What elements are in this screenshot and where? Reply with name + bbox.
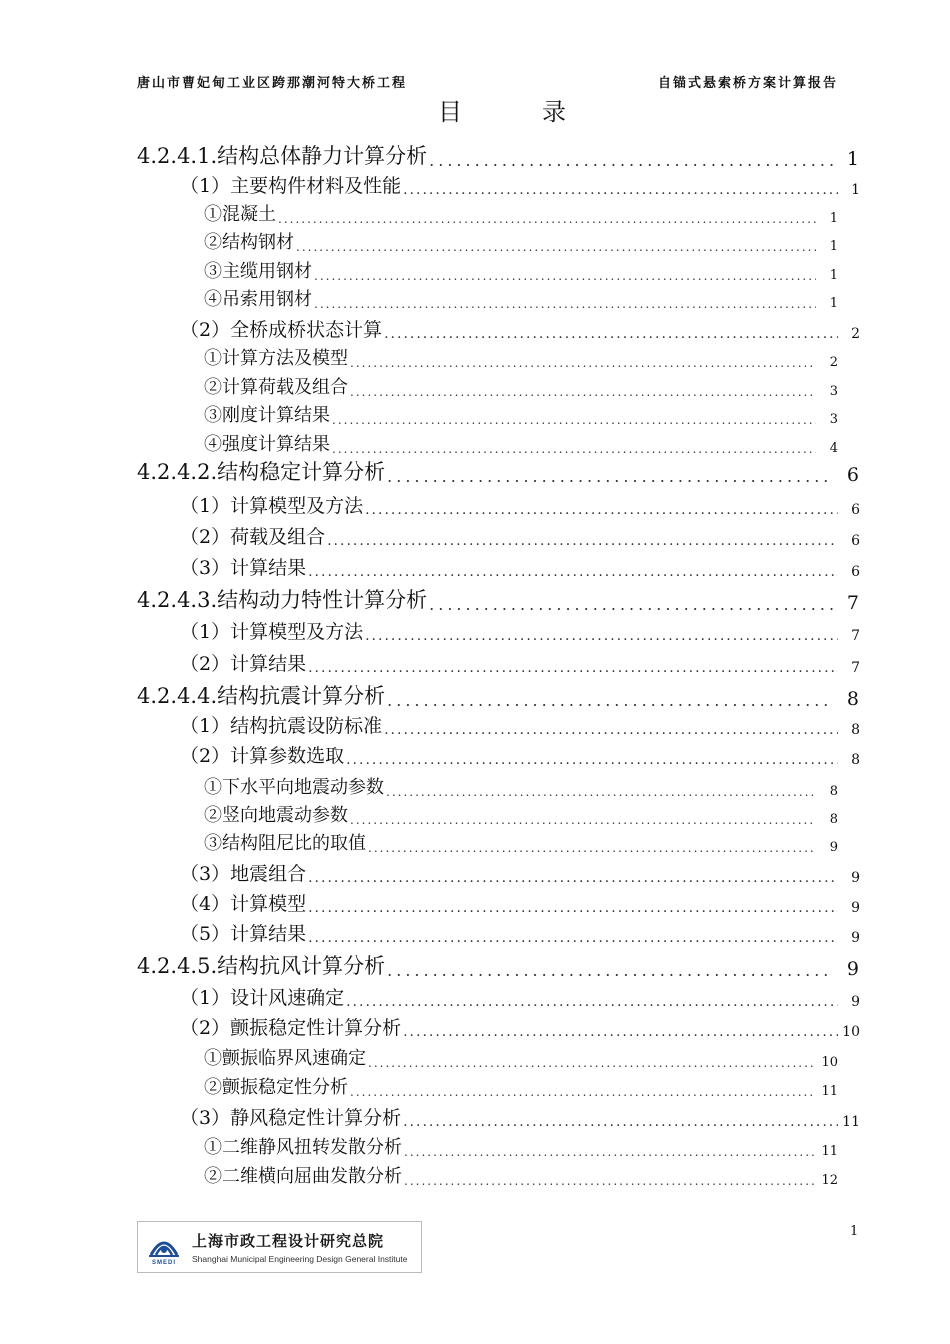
toc-entry-page: 9 (851, 930, 860, 946)
toc-entry-label: ③主缆用钢材 (204, 261, 312, 282)
toc-entry[interactable] (180, 552, 860, 580)
toc-entry-label: 4.2.4.5.结构抗风计算分析 (137, 954, 386, 978)
toc-leader-dots (384, 722, 838, 738)
toc-entry[interactable] (137, 950, 859, 980)
toc-entry-label: （1）结构抗震设防标准 (180, 715, 383, 737)
toc-entry[interactable] (180, 490, 860, 518)
toc-entry[interactable] (204, 257, 838, 283)
toc-entry-page: 6 (851, 533, 860, 549)
toc-entry-page: 8 (851, 722, 860, 738)
toc-entry[interactable] (137, 680, 859, 710)
toc-leader-dots (429, 595, 833, 614)
toc-leader-dots (350, 356, 816, 370)
toc-entry-label: （5）计算结果 (180, 923, 307, 945)
toc-entry-page: 6 (851, 502, 860, 518)
toc-entry[interactable] (204, 430, 838, 456)
toc-entry[interactable] (204, 285, 838, 311)
toc-entry-page: 1 (829, 268, 838, 283)
toc-entry[interactable] (180, 521, 860, 549)
toc-entry-label: ②计算荷载及组合 (204, 377, 348, 398)
toc-leader-dots (387, 691, 833, 710)
toc-entry[interactable] (137, 456, 859, 486)
toc-entry[interactable] (204, 1044, 838, 1070)
toc-leader-dots (308, 870, 838, 886)
toc-entry-page: 7 (851, 628, 860, 644)
toc-leader-dots (365, 628, 838, 644)
toc-entry-label: （2）全桥成桥状态计算 (180, 319, 383, 341)
toc-entry[interactable] (180, 740, 860, 768)
toc-entry-label: ②颤振稳定性分析 (204, 1077, 348, 1098)
toc-entry-label: （1）计算模型及方法 (180, 495, 364, 517)
toc-entry-label: （1）主要构件材料及性能 (180, 175, 402, 197)
toc-entry-label: ①下水平向地震动参数 (204, 777, 384, 798)
toc-leader-dots (404, 1145, 816, 1159)
toc-leader-dots (308, 900, 838, 916)
toc-entry-label: 4.2.4.2.结构稳定计算分析 (137, 460, 386, 484)
toc-entry-label: （2）计算结果 (180, 653, 307, 675)
toc-leader-dots (404, 1174, 816, 1188)
toc-entry-page: 10 (842, 1024, 860, 1040)
toc-entry-label: ①计算方法及模型 (204, 348, 348, 369)
toc-leader-dots (386, 785, 816, 799)
toc-entry-page: 8 (829, 812, 838, 827)
toc-entry-label: ②二维横向屈曲发散分析 (204, 1166, 402, 1187)
toc-entry[interactable] (204, 200, 838, 226)
toc-leader-dots (308, 930, 838, 946)
toc-entry[interactable] (137, 140, 859, 170)
toc-entry[interactable] (180, 616, 860, 644)
toc-entry-label: 4.2.4.1.结构总体静力计算分析 (137, 144, 428, 168)
toc-entry-label: ④吊索用钢材 (204, 289, 312, 310)
toc-title-part1: 目 (438, 98, 462, 126)
toc-entry-page: 6 (846, 464, 859, 486)
institute-name-en: Shanghai Municipal Engineering Design General Institute (192, 1254, 408, 1264)
toc-entry[interactable] (180, 918, 860, 946)
toc-entry-page: 9 (851, 994, 860, 1010)
toc-leader-dots (403, 182, 838, 198)
toc-entry[interactable] (180, 710, 860, 738)
toc-leader-dots (365, 502, 838, 518)
toc-entry-page: 11 (842, 1114, 860, 1130)
toc-entry-label: ②竖向地震动参数 (204, 805, 348, 826)
toc-leader-dots (387, 467, 833, 486)
toc-entry-page: 4 (829, 441, 838, 456)
toc-entry[interactable] (204, 401, 838, 427)
page-number: 1 (850, 1224, 859, 1239)
toc-entry-page: 7 (846, 592, 859, 614)
toc-entry-label: （3）静风稳定性计算分析 (180, 1107, 402, 1129)
toc-leader-dots (403, 1024, 838, 1040)
toc-entry-page: 3 (829, 412, 838, 427)
toc-entry[interactable] (180, 858, 860, 886)
toc-entry-label: （2）颤振稳定性计算分析 (180, 1017, 402, 1039)
toc-entry[interactable] (180, 982, 860, 1010)
toc-entry[interactable] (180, 888, 860, 916)
institute-logo-block (137, 1221, 422, 1273)
toc-entry-label: 4.2.4.4.结构抗震计算分析 (137, 684, 386, 708)
toc-entry[interactable] (180, 648, 860, 676)
toc-leader-dots (350, 1085, 816, 1099)
toc-entry-page: 8 (846, 688, 859, 710)
toc-entry[interactable] (180, 1012, 860, 1040)
institute-abbreviation: SMEDI (151, 1259, 176, 1266)
toc-entry-label: （2）荷载及组合 (180, 526, 326, 548)
toc-leader-dots (278, 212, 816, 226)
toc-entry-page: 10 (821, 1055, 838, 1070)
toc-entry-label: ①颤振临界风速确定 (204, 1048, 366, 1069)
toc-entry-page: 2 (829, 355, 838, 370)
toc-leader-dots (332, 442, 816, 456)
institute-logo-icon (144, 1226, 184, 1268)
toc-entry-label: 4.2.4.3.结构动力特性计算分析 (137, 588, 428, 612)
toc-leader-dots (429, 151, 833, 170)
toc-entry-page: 1 (829, 239, 838, 254)
toc-entry-label: （3）地震组合 (180, 863, 307, 885)
toc-leader-dots (387, 961, 833, 980)
toc-entry[interactable] (180, 1102, 860, 1130)
toc-entry-label: ④强度计算结果 (204, 434, 330, 455)
toc-entry[interactable] (204, 1162, 838, 1188)
toc-title (438, 92, 566, 127)
toc-leader-dots (332, 413, 816, 427)
toc-entry-label: （2）计算参数选取 (180, 745, 345, 767)
toc-entry[interactable] (204, 1073, 838, 1099)
toc-leader-dots (350, 813, 816, 827)
toc-entry-page: 9 (846, 958, 859, 980)
toc-leader-dots (296, 240, 816, 254)
toc-entry[interactable] (204, 344, 838, 370)
toc-entry-label: （3）计算结果 (180, 557, 307, 579)
toc-entry[interactable] (137, 584, 859, 614)
toc-entry-page: 11 (821, 1084, 838, 1099)
toc-leader-dots (346, 994, 838, 1010)
toc-entry-page: 12 (821, 1173, 838, 1188)
toc-entry-label: ①二维静风扭转发散分析 (204, 1137, 402, 1158)
toc-entry-page: 1 (851, 182, 860, 198)
toc-entry-label: ③刚度计算结果 (204, 405, 330, 426)
toc-entry-page: 9 (829, 840, 838, 855)
toc-entry[interactable] (204, 801, 838, 827)
toc-entry-page: 6 (851, 564, 860, 580)
toc-leader-dots (314, 269, 816, 283)
institute-name-cn: 上海市政工程设计研究总院 (192, 1232, 385, 1250)
toc-title-part2: 录 (542, 98, 566, 126)
toc-entry-page: 1 (829, 296, 838, 311)
toc-entry-page: 7 (851, 660, 860, 676)
toc-entry-page: 8 (829, 784, 838, 799)
toc-entry-page: 2 (851, 326, 860, 342)
toc-entry[interactable] (204, 773, 838, 799)
toc-leader-dots (350, 385, 816, 399)
toc-leader-dots (346, 752, 838, 768)
toc-entry-page: 1 (829, 211, 838, 226)
toc-entry-page: 9 (851, 870, 860, 886)
toc-entry-page: 9 (851, 900, 860, 916)
toc-leader-dots (314, 297, 816, 311)
toc-leader-dots (327, 533, 838, 549)
toc-entry-page: 1 (846, 148, 859, 170)
toc-leader-dots (368, 841, 816, 855)
toc-entry[interactable] (204, 1133, 838, 1159)
toc-entry[interactable] (204, 829, 838, 855)
toc-leader-dots (308, 660, 838, 676)
toc-entry-label: （1）计算模型及方法 (180, 621, 364, 643)
toc-entry-page: 8 (851, 752, 860, 768)
toc-entry-label: ②结构钢材 (204, 232, 294, 253)
toc-entry[interactable] (180, 314, 860, 342)
toc-entry[interactable] (180, 170, 860, 198)
logo-emblem (147, 1229, 181, 1259)
toc-entry-label: ①混凝土 (204, 204, 276, 225)
running-header-project: 唐山市曹妃甸工业区跨那潮河特大桥工程 (137, 76, 408, 91)
toc-entry-page: 11 (821, 1144, 838, 1159)
toc-entry[interactable] (204, 373, 838, 399)
toc-entry[interactable] (204, 228, 838, 254)
toc-leader-dots (308, 564, 838, 580)
toc-leader-dots (403, 1114, 838, 1130)
toc-entry-label: （1）设计风速确定 (180, 987, 345, 1009)
toc-entry-label: ③结构阻尼比的取值 (204, 833, 366, 854)
toc-leader-dots (384, 326, 838, 342)
toc-entry-label: （4）计算模型 (180, 893, 307, 915)
running-header-report: 自锚式悬索桥方案计算报告 (658, 76, 839, 91)
toc-entry-page: 3 (829, 384, 838, 399)
toc-leader-dots (368, 1056, 816, 1070)
